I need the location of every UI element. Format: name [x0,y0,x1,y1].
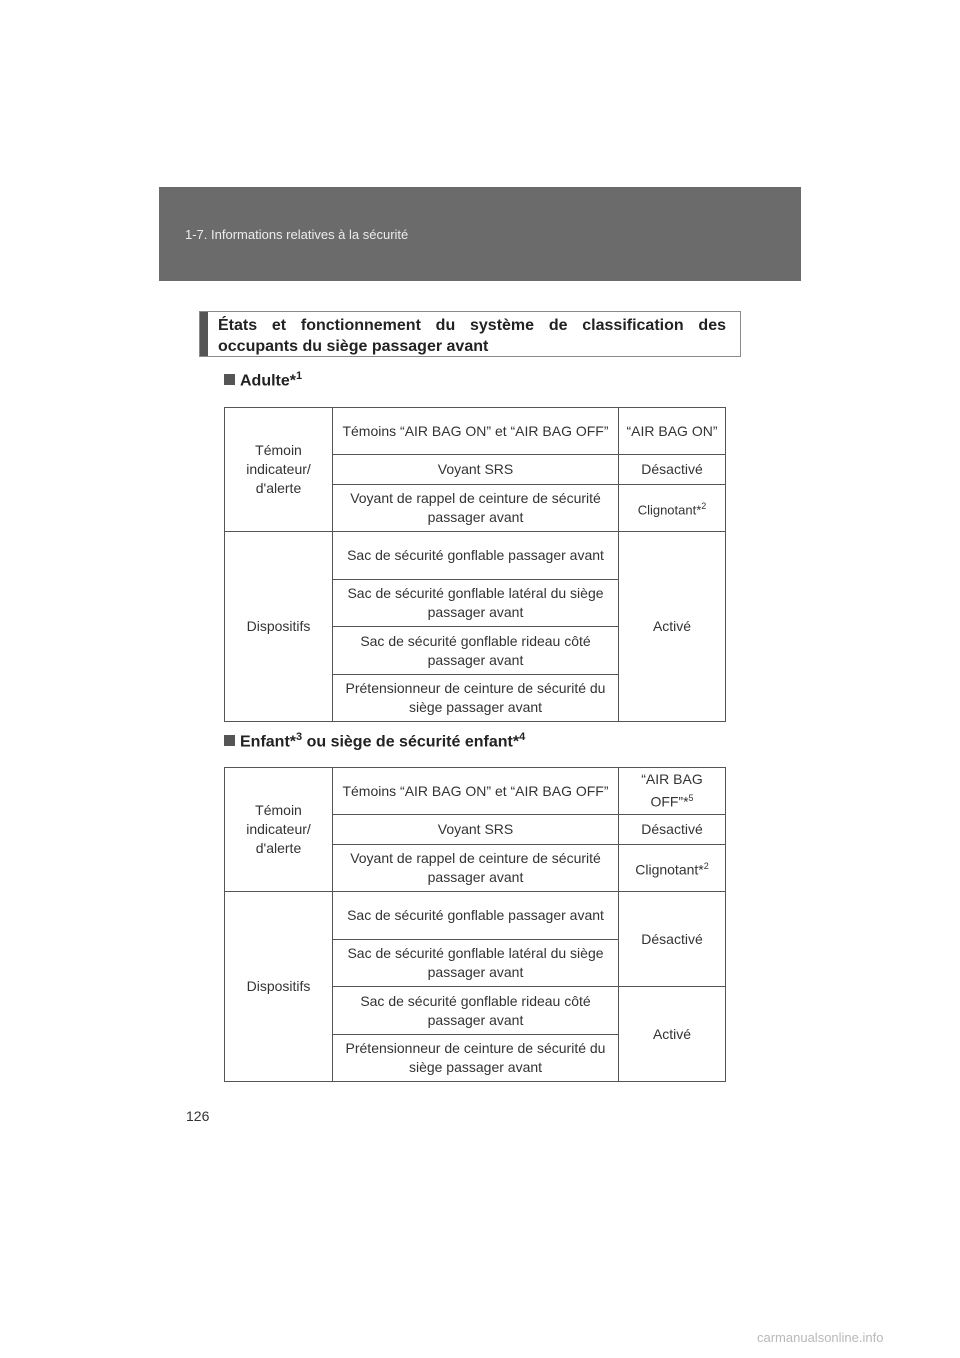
curtain-airbag-cell: Sac de sécurité gonflable rideau côté passager avant [333,627,619,675]
watermark: carmanualsonline.info [757,1330,884,1345]
airbag-state-cell: “AIR BAG OFF”*$^5$ [619,768,726,815]
table-row [225,892,726,940]
page-number: 126 [186,1108,210,1124]
table-row [225,768,726,815]
devices-label-cell: Dispositifs [225,892,333,1082]
table-row [225,408,726,455]
indicator-label-cell: Témoin indicateur/ d'alerte [225,408,333,532]
devices-label-cell: Dispositifs [225,532,333,722]
front-airbag-cell: Sac de sécurité gonflable passager avant [333,532,619,580]
curtain-pret-state-cell: Activé [619,987,726,1082]
srs-light-cell: Voyant SRS [333,455,619,485]
child-table [224,767,726,1082]
section-label: 1-7. Informations relatives à la sécurité [185,227,409,242]
side-airbag-cell: Sac de sécurité gonflable latéral du siège passager avant [333,580,619,627]
devices-state-cell: Activé [619,532,726,722]
square-bullet-icon [224,735,235,746]
indicator-label-cell: Témoin indicateur/ d'alerte [225,768,333,892]
belt-state-cell: Clignotant*$^2$ [619,845,726,892]
section-title: États et fonctionnement du système de classification des occupants du siège passager avant [218,317,726,355]
child-heading: Enfant*$^3$ ou siège de sécurité enfant*$^4$ [224,731,525,751]
srs-state-cell: Désactivé [619,455,726,485]
airbag-lights-cell: Témoins “AIR BAG ON” et “AIR BAG OFF” [333,768,619,815]
front-airbag-cell: Sac de sécurité gonflable passager avant [333,892,619,940]
table-row [225,532,726,580]
curtain-airbag-cell: Sac de sécurité gonflable rideau côté passager avant [333,987,619,1035]
title-accent-bar [200,312,208,356]
adult-heading: Adulte*$^1$ [224,370,302,390]
pretensioner-cell: Prétensionneur de ceinture de sécurité du siège passager avant [333,675,619,722]
front-side-state-cell: Désactivé [619,892,726,987]
belt-reminder-cell: Voyant de rappel de ceinture de sécurité passager avant [333,845,619,892]
side-airbag-cell: Sac de sécurité gonflable latéral du siège passager avant [333,940,619,987]
section-title-box [199,311,741,357]
square-bullet-icon [224,374,235,385]
srs-state-cell: Désactivé [619,815,726,845]
belt-reminder-cell: Voyant de rappel de ceinture de sécurité passager avant [333,485,619,532]
chapter-header [159,187,801,281]
airbag-lights-cell: Témoins “AIR BAG ON” et “AIR BAG OFF” [333,408,619,455]
pretensioner-cell: Prétensionneur de ceinture de sécurité du siège passager avant [333,1035,619,1082]
airbag-state-cell: “AIR BAG ON” [619,408,726,455]
srs-light-cell: Voyant SRS [333,815,619,845]
adult-table [224,407,726,722]
belt-state-cell: Clignotant*$^2$ [619,485,726,532]
